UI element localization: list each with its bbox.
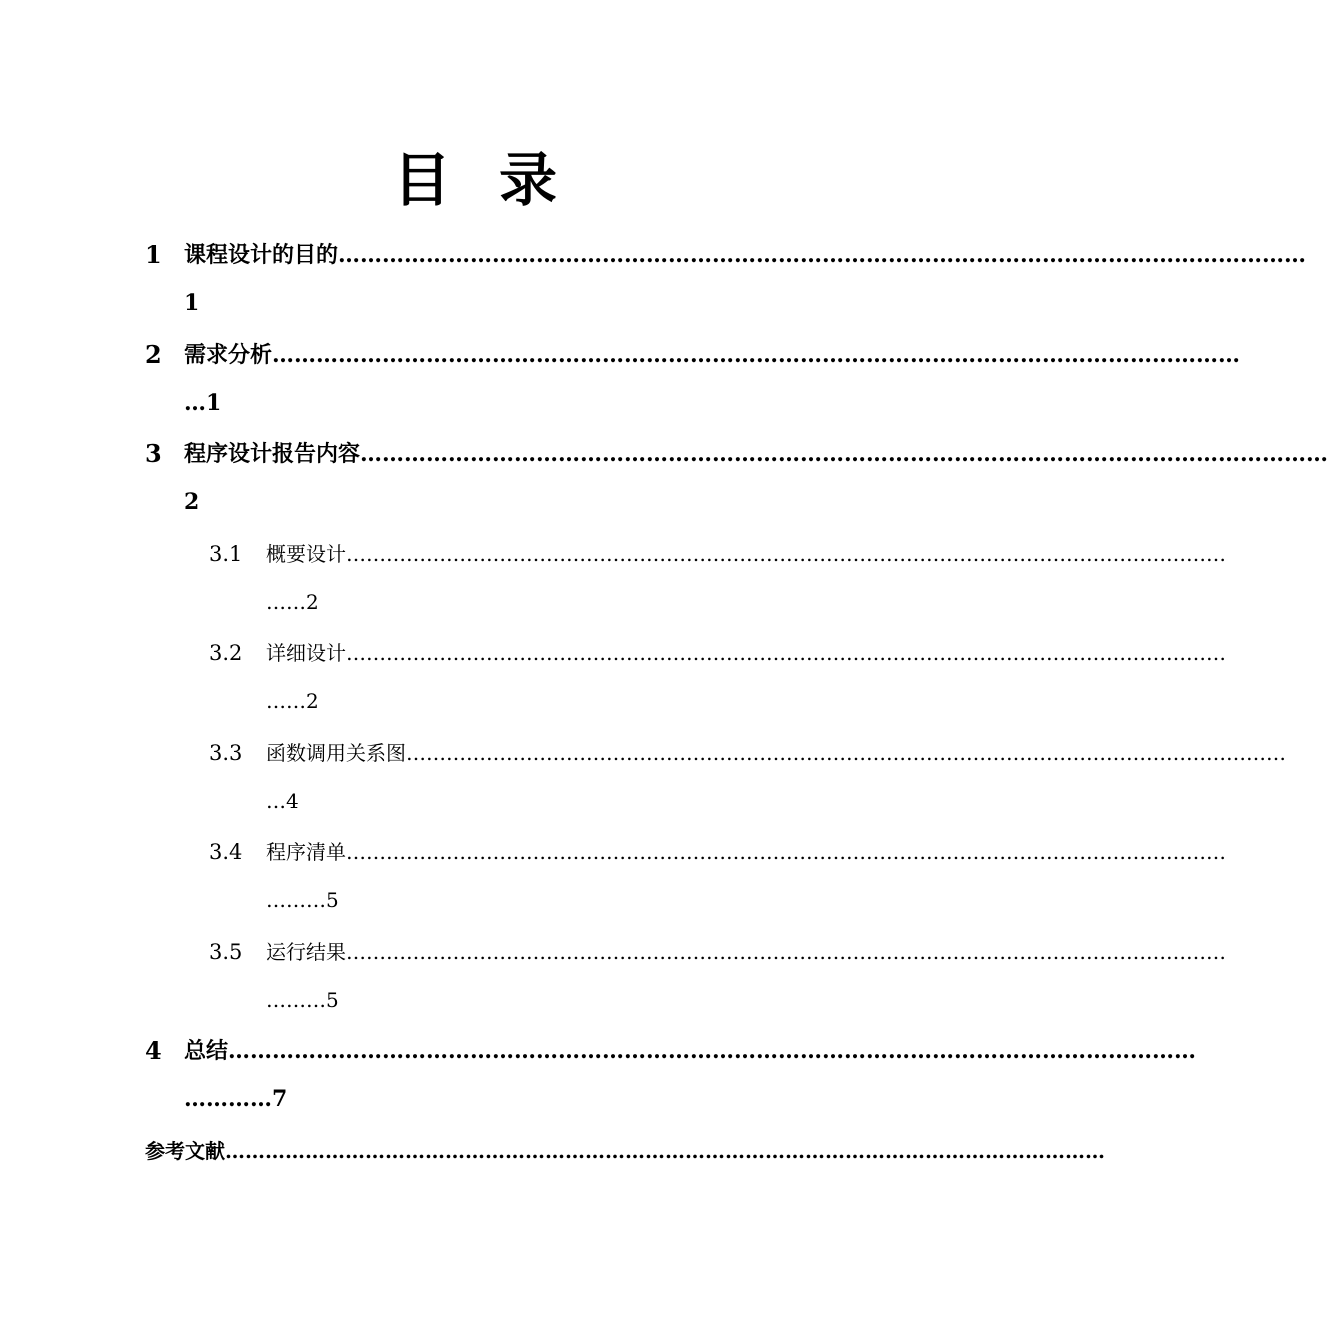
toc-entry-title: 需求分析…………………………………………………………………………………………………………………… (184, 341, 1241, 368)
toc-entry-number: 3.1 (209, 541, 243, 566)
table-of-contents (0, 230, 1328, 1176)
toc-title-char-2: 录 (499, 146, 558, 214)
toc-entry-3-1[interactable] (0, 529, 1226, 629)
toc-entry-page: ………5 (266, 987, 339, 1012)
toc-entry-title: 程序清单…………………………………………………………………………………………………………………… (266, 840, 1226, 864)
toc-entry-4[interactable] (0, 1026, 1197, 1126)
toc-entry-3-2[interactable] (0, 628, 1226, 728)
toc-entry-page: …4 (266, 788, 299, 813)
toc-entry-number: 3.4 (209, 840, 243, 864)
toc-entry-title: 总结…………………………………………………………………………………………………………………… (184, 1038, 1197, 1064)
toc-entry-number: 1 (145, 240, 162, 269)
toc-entry-number: 3.2 (209, 641, 243, 665)
toc-entry-3-5[interactable] (0, 927, 1226, 1027)
toc-leader-dots: …………………………………………………………………………………………………………………… (225, 1138, 1105, 1163)
toc-leader-dots: …………………………………………………………………………………………………………………… (346, 939, 1226, 964)
toc-entry-number: 4 (145, 1036, 162, 1065)
toc-entry-references[interactable] (0, 1126, 1105, 1176)
toc-entry-2[interactable] (0, 330, 1241, 430)
toc-leader-dots: …………………………………………………………………………………………………………………… (272, 341, 1241, 368)
toc-entry-3-3[interactable] (0, 728, 1286, 828)
toc-entry-3-4[interactable] (0, 827, 1226, 927)
toc-entry-page: ……2 (266, 589, 319, 614)
toc-entry-number: 2 (145, 339, 162, 369)
toc-entry-1[interactable] (0, 230, 1307, 330)
toc-leader-dots: …………………………………………………………………………………………………………………… (360, 441, 1328, 467)
toc-leader-dots: …………………………………………………………………………………………………………………… (228, 1038, 1197, 1064)
toc-entry-page: 2 (184, 489, 200, 515)
toc-entry-title: 参考文献…………………………………………………………………………………………………………………… (145, 1138, 1105, 1163)
toc-entry-page: …………7 (184, 1086, 288, 1112)
toc-leader-dots: …………………………………………………………………………………………………………………… (346, 840, 1226, 864)
toc-entry-page: ………5 (266, 888, 339, 912)
toc-entry-number: 3 (145, 439, 162, 468)
toc-entry-number: 3.3 (209, 740, 243, 765)
toc-entry-page: …1 (184, 389, 222, 416)
toc-entry-number: 3.5 (209, 939, 243, 964)
toc-entry-page: 1 (184, 290, 200, 316)
toc-entry-title: 函数调用关系图…………………………………………………………………………………………………………………… (266, 740, 1286, 765)
toc-leader-dots: …………………………………………………………………………………………………………………… (346, 541, 1226, 566)
toc-entry-title: 程序设计报告内容…………………………………………………………………………………………………………………… (184, 441, 1328, 467)
toc-leader-dots: …………………………………………………………………………………………………………………… (338, 242, 1307, 268)
toc-entry-title: 详细设计…………………………………………………………………………………………………………………… (266, 641, 1226, 665)
toc-title (0, 148, 950, 212)
toc-entry-title: 课程设计的目的…………………………………………………………………………………………………………………… (184, 242, 1307, 268)
toc-entry-title: 运行结果…………………………………………………………………………………………………………………… (266, 939, 1226, 964)
toc-leader-dots: …………………………………………………………………………………………………………………… (406, 740, 1286, 765)
toc-title-char-1: 目 (392, 146, 451, 214)
toc-entry-3[interactable] (0, 429, 1328, 529)
toc-leader-dots: …………………………………………………………………………………………………………………… (346, 641, 1226, 665)
toc-entry-page: ……2 (266, 689, 319, 713)
toc-entry-title: 概要设计…………………………………………………………………………………………………………………… (266, 541, 1226, 566)
